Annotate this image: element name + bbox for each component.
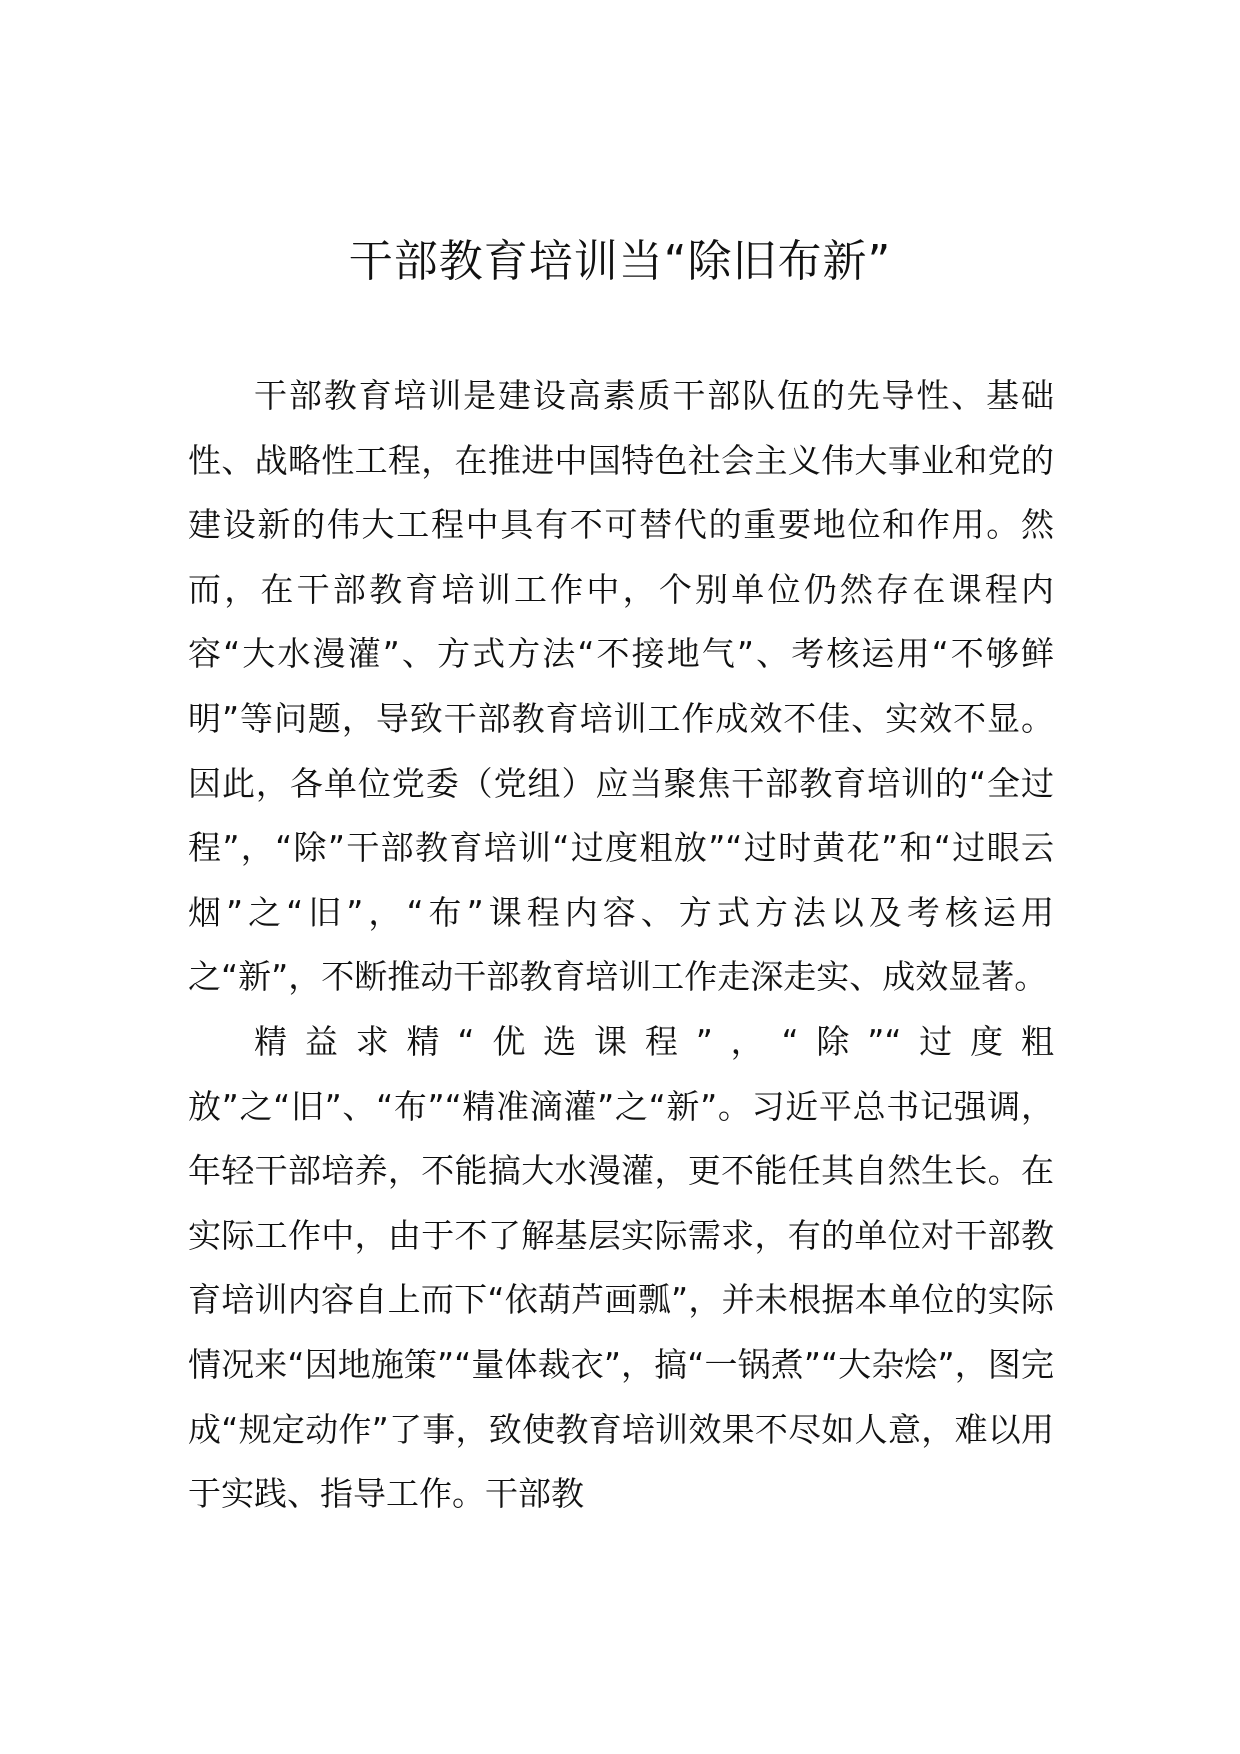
- document-body: [188, 364, 1054, 1527]
- document-title: 干部教育培训当“除旧布新”: [348, 236, 892, 287]
- paragraph-section-1: 精益求精“优选课程”，“除”“过度粗放”之“旧”、“布”“精准滴灌”之“新”。习近平总书记强调，年轻干部培养，不能搞大水漫灌，更不能任其自然生长。在实际工作中，由于不了解基层实际需求，有的单位对干部教育培训内容自上而下“依葫芦画瓢”，并未根据本单位的实际情况来“因地施策”“量体裁衣”，搞“一锅煮”“大杂烩”，图完成“规定动作”了事，致使教育培训效果不尽如人意，难以用于实践、指导工作。干部教: [188, 1021, 1054, 1514]
- paragraph-intro: 干部教育培训是建设高素质干部队伍的先导性、基础性、战略性工程，在推进中国特色社会主义伟大事业和党的建设新的伟大工程中具有不可替代的重要地位和作用。然而，在干部教育培训工作中，个别单位仍然存在课程内容“大水漫灌”、方式方法“不接地气”、考核运用“不够鲜明”等问题，导致干部教育培训工作成效不佳、实效不显。因此，各单位党委（党组）应当聚焦干部教育培训的“全过程”，“除”干部教育培训“过度粗放”“过时黄花”和“过眼云烟”之“旧”，“布”课程内容、方式方法以及考核运用之“新”，不断推动干部教育培训工作走深走实、成效显著。: [188, 376, 1054, 997]
